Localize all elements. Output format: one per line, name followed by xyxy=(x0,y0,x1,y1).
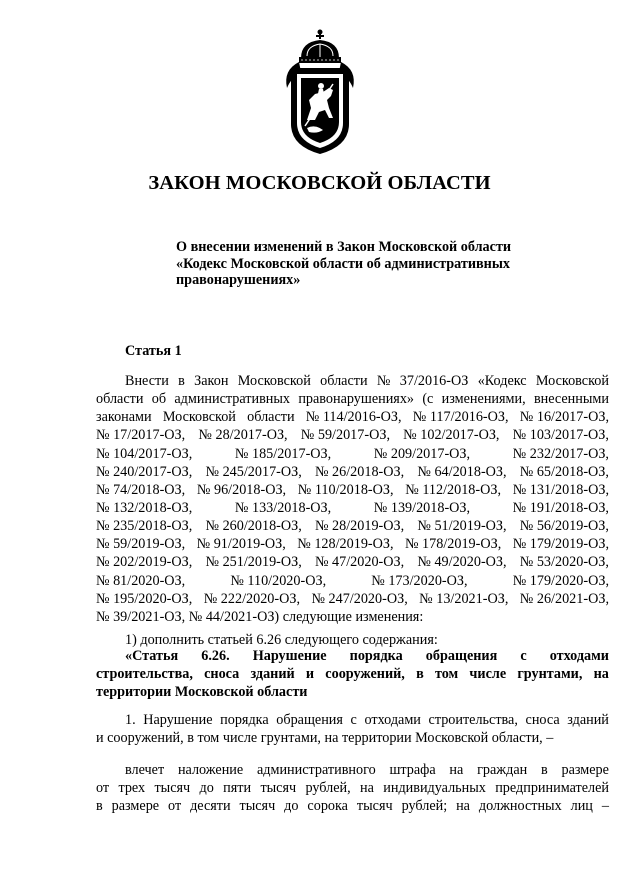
text-line xyxy=(96,590,609,608)
document-title: ЗАКОН МОСКОВСКОЙ ОБЛАСТИ xyxy=(148,172,491,194)
word: № 51/2019-ОЗ, xyxy=(417,518,507,535)
word: Московской xyxy=(237,373,311,389)
word: Внести xyxy=(125,373,169,389)
word: числе xyxy=(469,666,507,683)
word: № 128/2019-ОЗ, xyxy=(297,536,394,553)
word: зданий xyxy=(567,712,609,728)
word: сорока xyxy=(307,798,348,815)
word: в xyxy=(178,373,185,389)
word: № 245/2017-ОЗ, xyxy=(205,463,302,480)
word: от xyxy=(96,780,110,797)
word: № 13/2021-ОЗ, xyxy=(419,590,509,607)
word: предпринимателей xyxy=(495,780,609,797)
text-line xyxy=(96,481,609,499)
text-line xyxy=(96,535,609,553)
word: № 117/2016-ОЗ, xyxy=(412,409,509,426)
word: порядка xyxy=(349,648,403,664)
article-intro-paragraph xyxy=(96,372,609,626)
text-line xyxy=(96,608,609,626)
text-line xyxy=(96,711,609,729)
word: размере xyxy=(111,798,160,815)
text-line xyxy=(96,553,609,571)
word: строительства, xyxy=(96,666,193,683)
word: том xyxy=(434,666,459,683)
word: административных xyxy=(174,391,291,408)
word: пяти xyxy=(223,780,252,797)
word: до xyxy=(284,798,299,815)
word: обращения xyxy=(425,648,498,664)
word: № 251/2019-ОЗ, xyxy=(205,554,302,571)
word: с xyxy=(350,712,357,728)
text-line xyxy=(96,517,609,535)
word: и сооружений, в том числе грунтами, на территории Московской области, – xyxy=(96,730,554,747)
word: Закон xyxy=(194,373,229,389)
word: с xyxy=(520,648,527,664)
text-line xyxy=(96,729,609,747)
word: № 179/2020-ОЗ, xyxy=(512,572,609,589)
word: на xyxy=(593,666,609,683)
article-heading: Статья 1 xyxy=(125,343,182,359)
word: № 74/2018-ОЗ, xyxy=(96,481,186,498)
word: сооружений, xyxy=(325,666,405,683)
word: Московской xyxy=(162,409,236,426)
word: изменениями, xyxy=(441,391,526,408)
word: влечет xyxy=(125,762,165,778)
word: № 53/2020-ОЗ, xyxy=(519,554,609,571)
word: № 17/2017-ОЗ, xyxy=(96,427,186,444)
coat-of-arms-icon xyxy=(277,28,363,158)
text-line xyxy=(96,797,609,815)
word: № 178/2019-ОЗ, xyxy=(404,536,502,553)
word: № 65/2018-ОЗ, xyxy=(519,463,609,480)
word: № 209/2017-ОЗ, xyxy=(373,445,471,462)
word: № 91/2019-ОЗ, xyxy=(196,536,286,553)
word: размере xyxy=(561,762,609,778)
word: № 59/2017-ОЗ, xyxy=(300,427,390,444)
word: граждан xyxy=(477,762,528,778)
word: от xyxy=(168,798,182,815)
word: порядка xyxy=(220,712,269,728)
word: области xyxy=(96,391,144,408)
word: на xyxy=(449,762,464,778)
word: № 28/2019-ОЗ, xyxy=(314,518,405,535)
word: штрафа xyxy=(389,762,436,778)
word: обращения xyxy=(276,712,343,728)
word: в xyxy=(541,762,548,778)
text-line xyxy=(96,665,609,683)
word: № 104/2017-ОЗ, xyxy=(96,445,193,462)
word: № 59/2019-ОЗ, xyxy=(96,536,186,553)
word: на xyxy=(360,780,374,797)
word: № 235/2018-ОЗ, xyxy=(96,518,193,535)
word: № 195/2020-ОЗ, xyxy=(96,590,193,607)
text-line xyxy=(96,683,609,701)
word: № 47/2020-ОЗ, xyxy=(314,554,405,571)
word: № 133/2018-ОЗ, xyxy=(234,499,332,516)
word: № 56/2019-ОЗ, xyxy=(519,518,609,535)
word: области xyxy=(320,373,368,389)
word: № 132/2018-ОЗ, xyxy=(96,499,193,516)
word: № 26/2018-ОЗ, xyxy=(314,463,405,480)
text-line xyxy=(96,779,609,797)
text-line xyxy=(96,463,609,481)
word: об xyxy=(151,391,167,408)
word: № 240/2017-ОЗ, xyxy=(96,463,193,480)
law-subtitle xyxy=(176,239,556,289)
word: Московской xyxy=(535,373,609,389)
new-article-heading xyxy=(96,647,609,701)
word: № 16/2017-ОЗ, xyxy=(519,409,609,426)
word: № 173/2020-ОЗ, xyxy=(371,572,468,589)
word: рублей; xyxy=(401,798,448,815)
word: «Кодекс xyxy=(477,373,527,389)
text-line xyxy=(96,426,609,444)
subtitle-line: О внесении изменений в Закон Московской области xyxy=(176,239,512,255)
word: рублей, xyxy=(305,780,351,797)
word: № 131/2018-ОЗ, xyxy=(512,481,609,498)
word: сноса xyxy=(204,666,240,683)
word: десяти xyxy=(190,798,231,815)
word: в xyxy=(96,798,103,815)
word: индивидуальных xyxy=(383,780,486,797)
text-line xyxy=(96,390,609,408)
word: (с xyxy=(422,391,434,408)
word: тысяч xyxy=(356,798,393,815)
word: сноса xyxy=(525,712,560,728)
word: трех xyxy=(118,780,146,797)
word: № 102/2017-ОЗ, xyxy=(403,427,500,444)
word: на xyxy=(456,798,470,815)
word: тысяч xyxy=(260,780,297,797)
word: № 114/2016-ОЗ, xyxy=(305,409,402,426)
subtitle-line: правонарушениях» xyxy=(176,272,301,288)
word: 1. xyxy=(125,712,136,728)
word: № 64/2018-ОЗ, xyxy=(417,463,507,480)
word: № 185/2017-ОЗ, xyxy=(234,445,332,462)
word: до xyxy=(199,780,214,797)
word: законами xyxy=(96,409,152,426)
text-line xyxy=(96,408,609,426)
word: зданий xyxy=(250,666,295,683)
word: 37/2016-ОЗ xyxy=(399,373,469,389)
text-line xyxy=(96,372,609,390)
word: «Статья xyxy=(125,648,179,664)
word: должностных xyxy=(478,798,562,815)
word: № 26/2021-ОЗ, xyxy=(519,590,609,607)
word: лиц xyxy=(570,798,593,815)
word: – xyxy=(601,798,609,815)
word: № 49/2020-ОЗ, xyxy=(417,554,507,571)
word: № 103/2017-ОЗ, xyxy=(512,427,609,444)
word: отходами xyxy=(364,712,421,728)
word: Нарушение xyxy=(252,648,327,664)
word: № 202/2019-ОЗ, xyxy=(96,554,193,571)
paragraph-1 xyxy=(96,711,609,747)
text-line: 1) дополнить статьей 6.26 следующего содержания: xyxy=(125,632,438,648)
word: № 39/2021-ОЗ, № 44/2021-ОЗ) следующие изменения: xyxy=(96,608,424,625)
text-line xyxy=(96,499,609,517)
word: и xyxy=(305,666,315,683)
word: № 96/2018-ОЗ, xyxy=(196,481,287,498)
word: грунтами, xyxy=(517,666,583,683)
subtitle-line: «Кодекс Московской области об административных xyxy=(176,255,511,272)
word: отходами xyxy=(549,648,609,664)
word: № 110/2020-ОЗ, xyxy=(230,572,327,589)
word: № xyxy=(376,373,391,389)
text-line xyxy=(96,445,609,463)
text-line xyxy=(96,647,609,665)
word: № 222/2020-ОЗ, xyxy=(203,590,301,607)
word: 6.26. xyxy=(201,648,230,664)
penalty-paragraph xyxy=(96,761,609,815)
word: административного xyxy=(256,762,376,778)
word: наложение xyxy=(177,762,244,778)
word: № 232/2017-ОЗ, xyxy=(512,445,609,462)
text-line xyxy=(96,761,609,779)
word: № 112/2018-ОЗ, xyxy=(405,481,502,498)
word: внесенными xyxy=(533,391,609,408)
word: № 139/2018-ОЗ, xyxy=(373,499,471,516)
word: тысяч xyxy=(239,798,276,815)
word: № 28/2017-ОЗ, xyxy=(198,427,288,444)
word: области xyxy=(247,409,295,426)
word: № 191/2018-ОЗ, xyxy=(512,499,609,516)
word: № 247/2020-ОЗ, xyxy=(311,590,408,607)
word: № 260/2018-ОЗ, xyxy=(205,518,302,535)
word: № 179/2019-ОЗ, xyxy=(512,536,609,553)
word: в xyxy=(416,666,424,683)
word: правонарушениях» xyxy=(298,391,415,408)
word: тысяч xyxy=(154,780,191,797)
word: № 81/2020-ОЗ, xyxy=(96,572,186,589)
word: № 110/2018-ОЗ, xyxy=(297,481,394,498)
word: территории Московской области xyxy=(96,684,308,701)
word: строительства, xyxy=(428,712,518,728)
word: Нарушение xyxy=(143,712,213,728)
text-line xyxy=(96,572,609,590)
